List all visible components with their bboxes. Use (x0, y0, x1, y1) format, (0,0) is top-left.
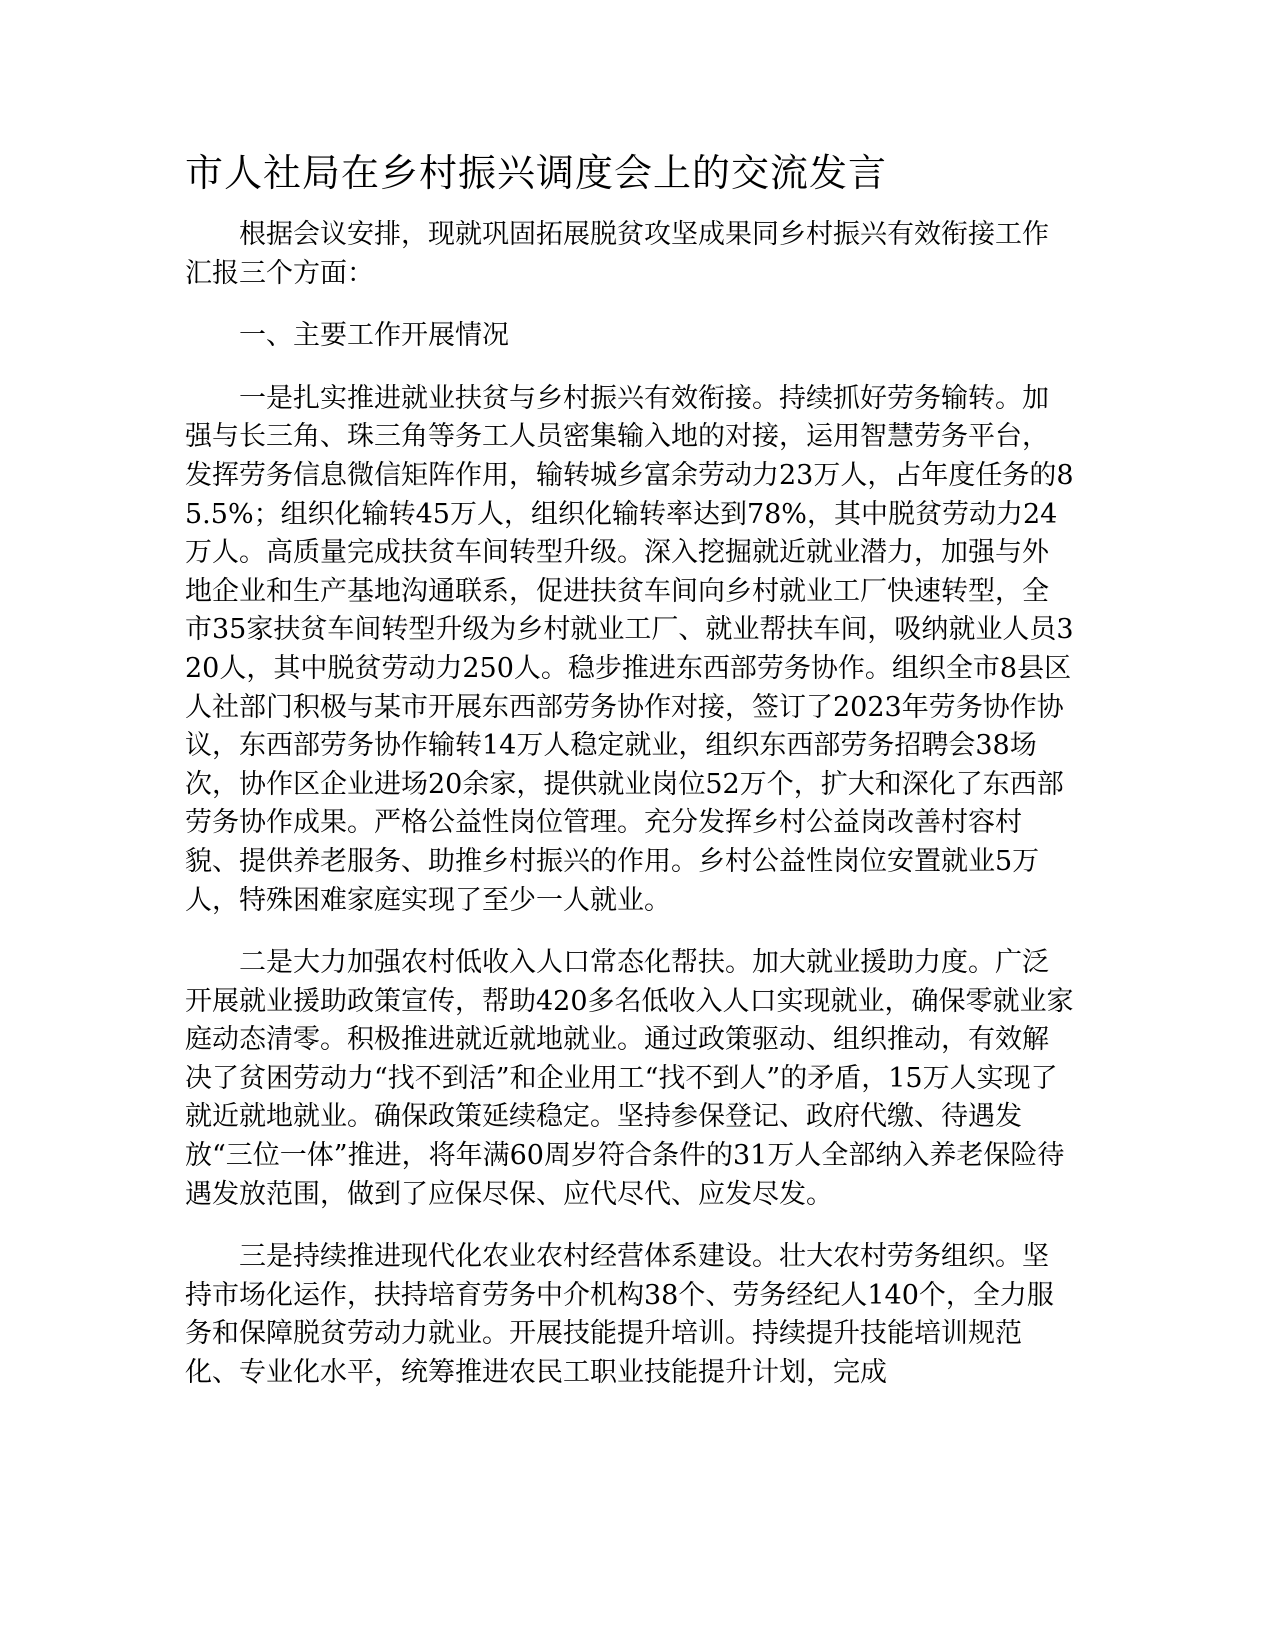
document-title: 市人社局在乡村振兴调度会上的交流发言 (185, 151, 888, 195)
paragraph-agriculture-system: 三是持续推进现代化农业农村经营体系建设。壮大农村劳务组织。坚持市场化运作，扶持培育劳务中介机构38个、劳务经纪人140个，全力服务和保障脱贫劳动力就业。开展技能提升培训。持续提升技能培训规范化、专业化水平，统筹推进农民工职业技能提升计划，完成 (185, 1241, 1054, 1389)
document-body (185, 148, 1075, 1417)
paragraph-employment: 一是扎实推进就业扶贫与乡村振兴有效衔接。持续抓好劳务输转。加强与长三角、珠三角等务工人员密集输入地的对接，运用智慧劳务平台，发挥劳务信息微信矩阵作用，输转城乡富余劳动力23万人，占年度任务的85.5%；组织化输转45万人，组织化输转率达到78%，其中脱贫劳动力24万人。高质量完成扶贫车间转型升级。深入挖掘就近就业潜力，加强与外地企业和生产基地沟通联系，促进扶贫车间向乡村就业工厂快速转型，全市35家扶贫车间转型升级为乡村就业工厂、就业帮扶车间，吸纳就业人员320人，其中脱贫劳动力250人。稳步推进东西部劳务协作。组织全市8县区人社部门积极与某市开展东西部劳务协作对接，签订了2023年劳务协作协议，东西部劳务协作输转14万人稳定就业，组织东西部劳务招聘会38场次，协作区企业进场20余家，提供就业岗位52万个，扩大和深化了东西部劳务协作成果。严格公益性岗位管理。充分发挥乡村公益岗改善村容村貌、提供养老服务、助推乡村振兴的作用。乡村公益性岗位安置就业5万人，特殊困难家庭实现了至少一人就业。 (185, 382, 1074, 916)
paragraph-low-income-support: 二是大力加强农村低收入人口常态化帮扶。加大就业援助力度。广泛开展就业援助政策宣传，帮助420多名低收入人口实现就业，确保零就业家庭动态清零。积极推进就近就地就业。通过政策驱动、组织推动，有效解决了贫困劳动力“找不到活”和企业用工“找不到人”的矛盾，15万人实现了就近就地就业。确保政策延续稳定。坚持参保登记、政府代缴、待遇发放“三位一体”推进，将年满60周岁符合条件的31万人全部纳入养老保险待遇发放范围，做到了应保尽保、应代尽代、应发尽发。 (185, 947, 1074, 1210)
section-heading: 一、主要工作开展情况 (239, 320, 509, 352)
intro-paragraph: 根据会议安排，现就巩固拓展脱贫攻坚成果同乡村振兴有效衔接工作汇报三个方面： (185, 219, 1049, 289)
